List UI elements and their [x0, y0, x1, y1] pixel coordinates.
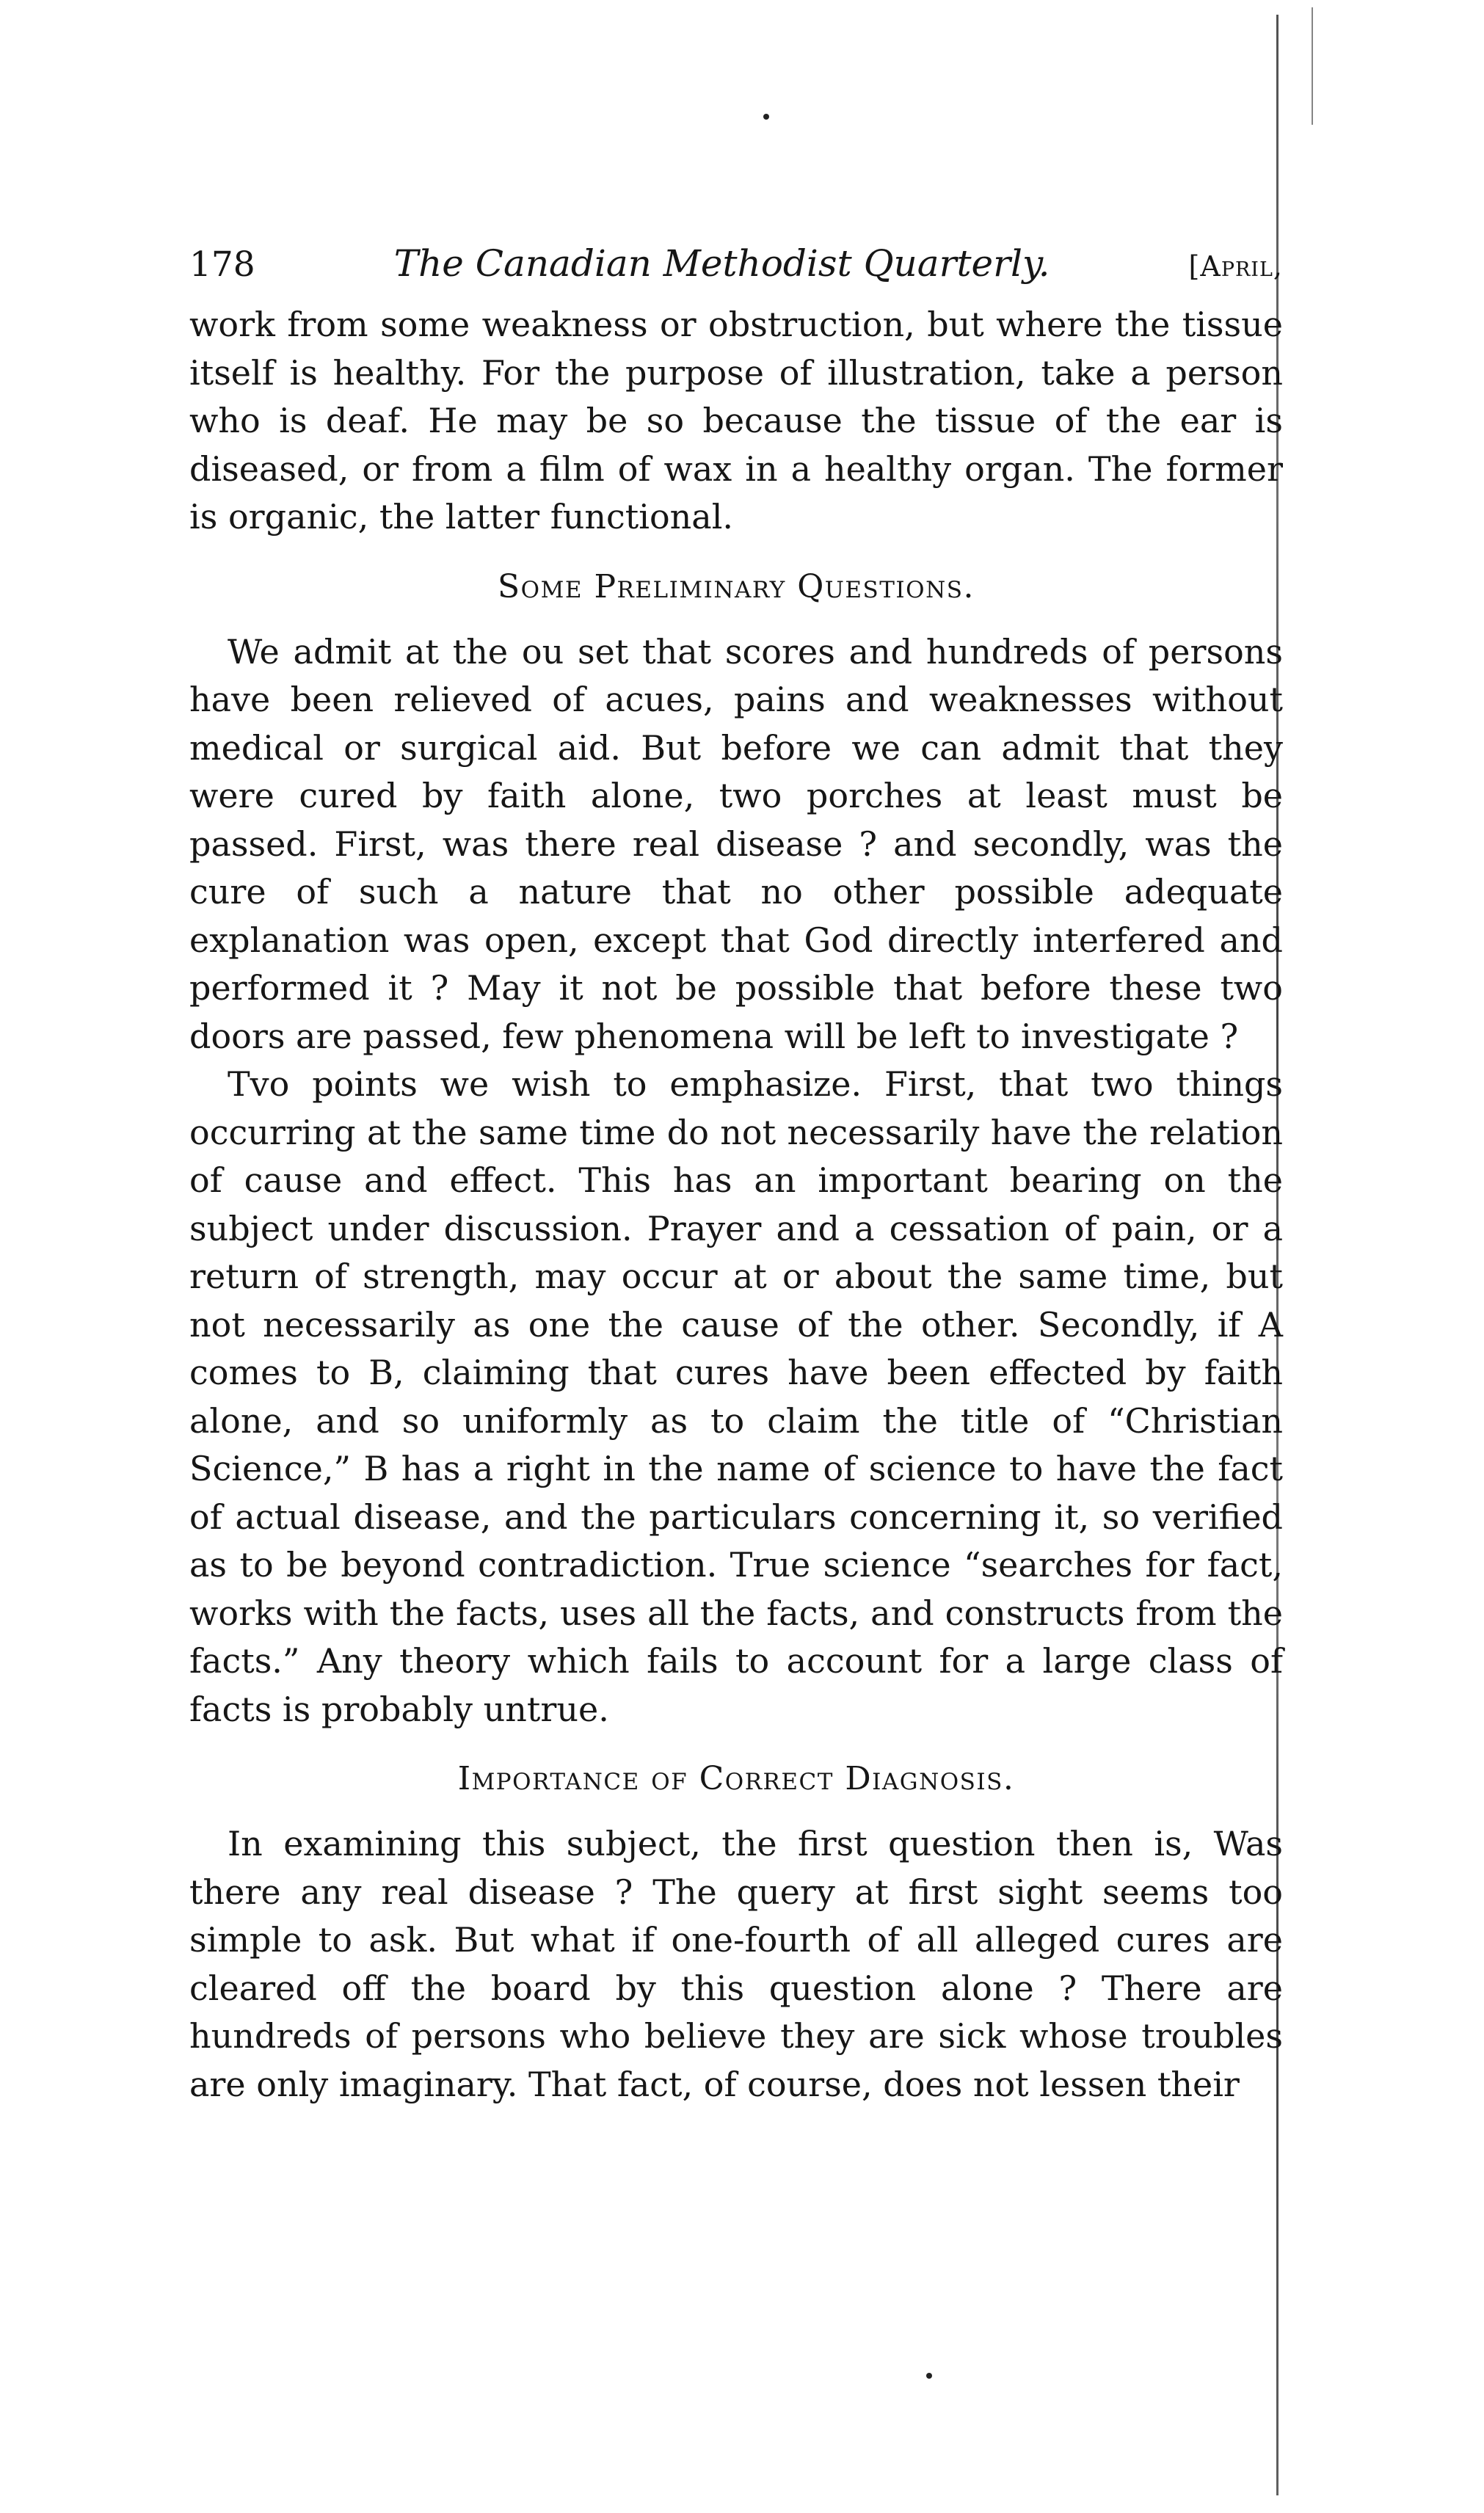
paragraph: In examining this subject, the first question then is, Was there any real disease ? The query at first sight seems too simple to ask. But what if one-fourth of all alleged cures are cleared off the board by this question alone ? There are hundreds of persons who believe they are sick whose troubles are only imaginary. That fact, of course, does not lessen their [189, 1824, 1283, 2104]
scan-dot-top [763, 114, 769, 120]
section-heading-diagnosis: Importance of Correct Diagnosis. [457, 1760, 1015, 1797]
paragraph: We admit at the ou set that scores and hundreds of persons have been relieved of acues, pains and weaknesses without medical or surgical aid. But before we can admit that they were cured by faith alone, two porches at least must be passed. First, was there real disease ? and secondly, was the cure of such a nature that no other possible adequate explanation was open, except that God directly interfered and performed it ? May it not be possible that before these two doors are passed, few phenomena will be left to investigate ? [189, 631, 1283, 1056]
scan-edge-mark [1312, 7, 1313, 125]
section-tag: [April, [1188, 250, 1283, 283]
journal-title: The Canadian Methodist Quarterly. [393, 242, 1050, 285]
paragraph-continued: work from some weakness or obstruction, but where the tissue itself is healthy. For the purpose of illustration, take a person who is deaf. He may be so because the tissue of the ear is diseased, or from a film of wax in a healthy organ. The former is organic, the latter functional. [189, 305, 1283, 537]
section-heading-preliminary: Some Preliminary Questions. [498, 567, 975, 605]
paragraph: Tvo points we wish to emphasize. First, that two things occurring at the same time do not necessarily have the relation of cause and effect. This has an important bearing on the subject under discussion. Prayer and a cessation of pain, or a return of strength, may occur at or about the same time, but not necessarily as one the cause of the other. Secondly, if A comes to B, claiming that cures have been effected by faith alone, and so uniformly as to claim the title of “Christian Science,” B has a right in the name of science to have the fact of actual disease, and the particulars concerning it, so verified as to be beyond contradiction. True science “searches for fact, works with the facts, uses all the facts, and constructs from the facts.” Any theory which fails to account for a large class of facts is probably untrue. [189, 1064, 1283, 1729]
scan-dot-bottom [926, 2373, 932, 2379]
running-head [189, 242, 1283, 289]
page-number: 178 [189, 244, 255, 285]
text-column [189, 242, 1283, 2109]
